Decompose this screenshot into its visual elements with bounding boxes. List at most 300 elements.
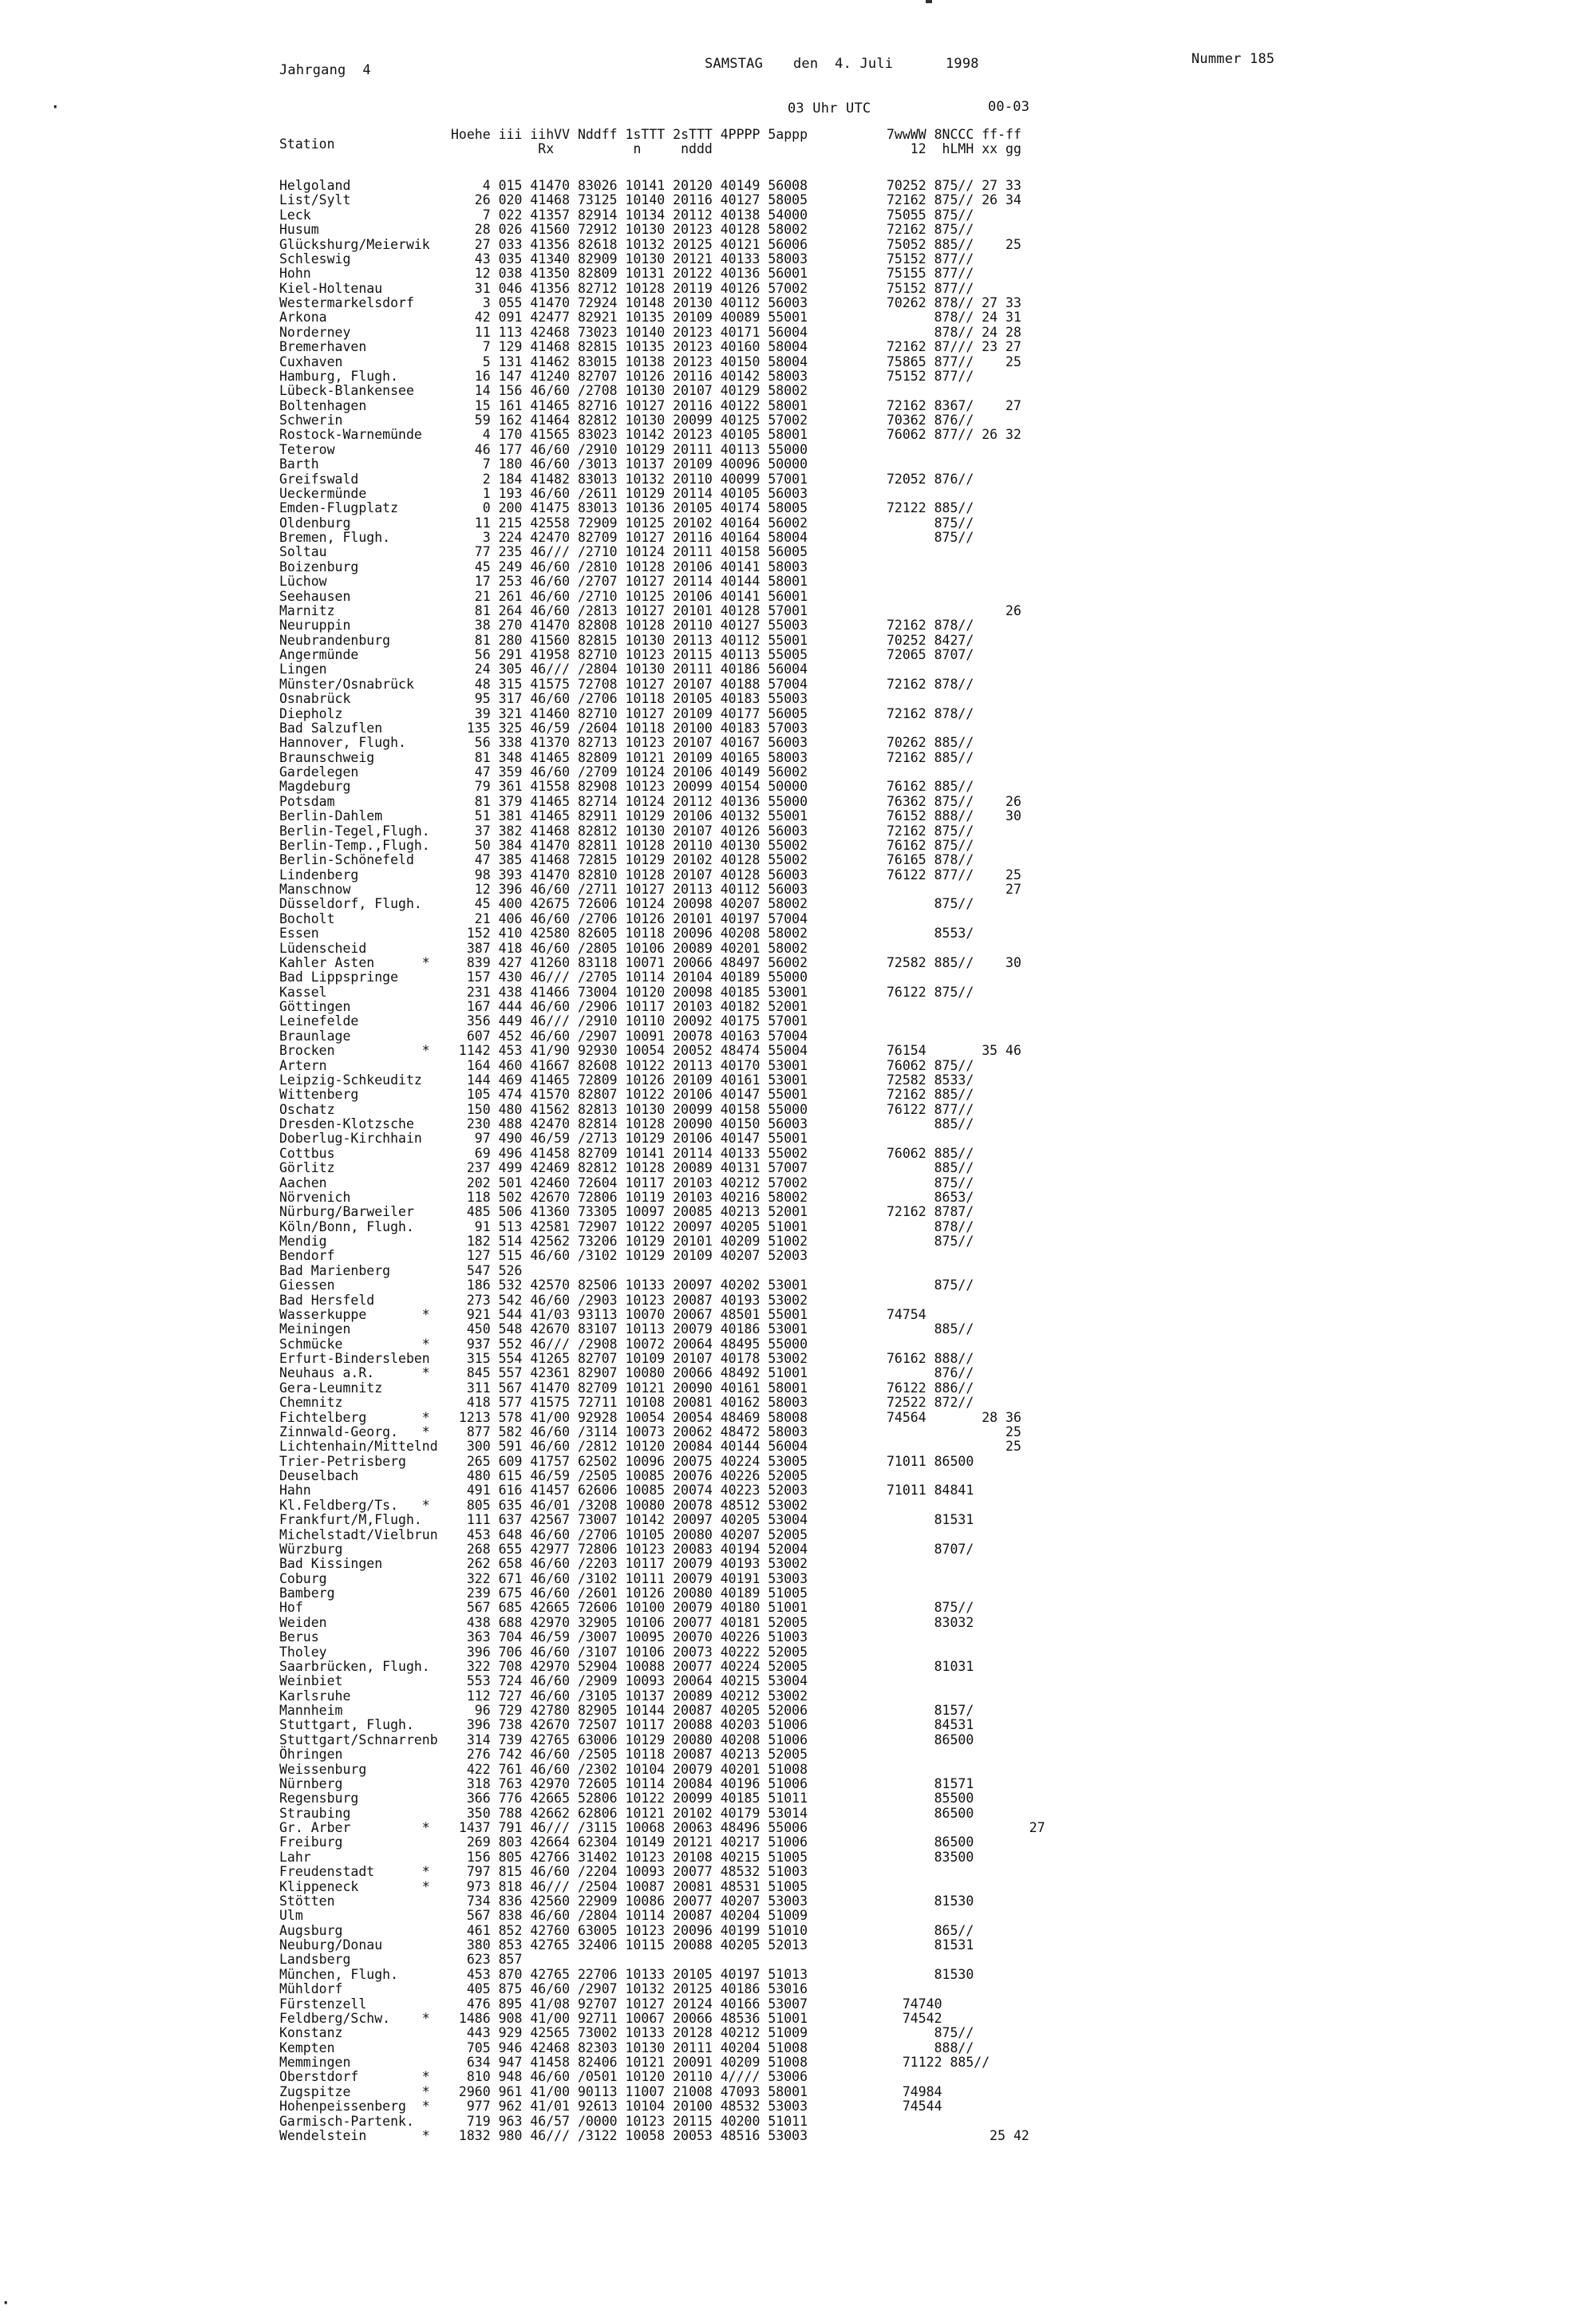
observation-groups: 315 554 41265 82707 10109 20107 40178 53002 bbox=[451, 1351, 808, 1366]
observation-groups: 322 671 46/60 /3102 10111 20079 40191 53003 bbox=[451, 1570, 808, 1586]
observation-groups: 3 055 41470 72924 10148 20130 40112 56003 bbox=[451, 295, 808, 310]
observation-groups: 0 200 41475 83013 10136 20105 40174 58005 bbox=[451, 500, 808, 516]
additional-groups: 84531 bbox=[887, 1717, 974, 1733]
observation-groups: 135 325 46/59 /2604 10118 20100 40183 57003 bbox=[451, 720, 808, 736]
table-row bbox=[279, 1000, 1077, 1014]
station-name: Bad Lippspringe bbox=[279, 969, 399, 985]
observation-groups: 47 359 46/60 /2709 10124 20106 40149 56002 bbox=[451, 764, 808, 780]
table-row bbox=[279, 912, 1077, 926]
station-name: Memmingen bbox=[279, 2055, 351, 2070]
additional-groups: 876// bbox=[887, 1365, 974, 1381]
station-name: Lichtenhain/Mittelnd bbox=[279, 1439, 438, 1455]
observation-groups: 2 184 41482 83013 10132 20110 40099 57001 bbox=[451, 471, 808, 487]
table-row bbox=[279, 2041, 1077, 2055]
additional-groups: 75155 877// bbox=[887, 266, 974, 282]
station-name: Augsburg bbox=[279, 1922, 343, 1938]
station-name: Göttingen bbox=[279, 999, 351, 1014]
table-row bbox=[279, 2115, 1077, 2129]
table-row bbox=[279, 326, 1077, 340]
additional-groups: 72582 885// 30 bbox=[887, 954, 1021, 970]
station-name: Cottbus bbox=[279, 1145, 335, 1161]
station-name: Cuxhaven bbox=[279, 353, 343, 369]
additional-groups: 72162 875// 26 34 bbox=[887, 192, 1021, 208]
station-name: Lindenberg bbox=[279, 867, 359, 883]
station-name: Görlitz bbox=[279, 1160, 335, 1176]
table-row bbox=[279, 1909, 1077, 1923]
station-name: Erfurt-Bindersleben bbox=[279, 1351, 430, 1366]
additional-groups: 81531 bbox=[887, 1512, 974, 1528]
additional-groups: 74754 bbox=[887, 1306, 926, 1322]
table-row bbox=[279, 1572, 1077, 1586]
station-name: Hannover, Flugh. bbox=[279, 735, 406, 751]
table-row bbox=[279, 1894, 1077, 1909]
station-name: Artern bbox=[279, 1057, 327, 1073]
station-name: Hamburg, Flugh. bbox=[279, 368, 399, 384]
additional-groups: 875// bbox=[887, 515, 974, 531]
observation-groups: 46 177 46/60 /2910 10129 20111 40113 55000 bbox=[451, 441, 808, 457]
table-row bbox=[279, 780, 1077, 794]
table-row bbox=[279, 1117, 1077, 1131]
station-name: Gardelegen bbox=[279, 764, 359, 780]
observation-groups: 231 438 41466 73004 10120 20098 40185 53001 bbox=[451, 984, 808, 1000]
additional-groups: 70262 885// bbox=[887, 735, 974, 751]
table-row bbox=[279, 2099, 1077, 2114]
observation-groups: 202 501 42460 72604 10117 20103 40212 57002 bbox=[451, 1175, 808, 1191]
additional-groups: 76162 885// bbox=[887, 779, 974, 795]
station-name: Lahr bbox=[279, 1849, 311, 1865]
station-name: Glückshurg/Meierwik bbox=[279, 236, 430, 252]
station-name: Konstanz bbox=[279, 2025, 343, 2041]
observation-groups: 262 658 46/60 /2203 10117 20079 40193 53002 bbox=[451, 1556, 808, 1572]
table-row bbox=[279, 1176, 1077, 1191]
station-name: Leinefelde bbox=[279, 1013, 359, 1029]
station-name: Boltenhagen bbox=[279, 397, 367, 413]
table-row bbox=[279, 1029, 1077, 1044]
station-name: Lüdenscheid bbox=[279, 940, 367, 956]
station-name: Münster/Osnabrück bbox=[279, 676, 414, 692]
table-row bbox=[279, 721, 1077, 736]
station-name: Hahn bbox=[279, 1483, 311, 1499]
additional-groups: 70252 875// 27 33 bbox=[887, 178, 1021, 193]
observation-groups: 461 852 42760 63005 10123 20096 40199 51010 bbox=[451, 1922, 808, 1938]
observation-groups: 43 035 41340 82909 10130 20121 40133 58003 bbox=[451, 251, 808, 267]
observation-groups: 269 803 42664 62304 10149 20121 40217 51006 bbox=[451, 1834, 808, 1850]
observation-groups: 567 685 42665 72606 10100 20079 40180 51001 bbox=[451, 1600, 808, 1616]
table-row bbox=[279, 472, 1077, 487]
observation-groups: 480 615 46/59 /2505 10085 20076 40226 52005 bbox=[451, 1468, 808, 1483]
station-name: Mannheim bbox=[279, 1703, 343, 1718]
observation-groups: 877 582 46/60 /3114 10073 20062 48472 58003 bbox=[451, 1424, 808, 1439]
station-name: Weissenburg bbox=[279, 1761, 367, 1777]
table-row bbox=[279, 487, 1077, 501]
observation-groups: 105 474 41570 82807 10122 20106 40147 55001 bbox=[451, 1087, 808, 1103]
table-row bbox=[279, 399, 1077, 413]
observation-groups: 127 515 46/60 /3102 10129 20109 40207 52003 bbox=[451, 1248, 808, 1264]
additional-groups: 75152 877// bbox=[887, 251, 974, 267]
table-row bbox=[279, 1630, 1077, 1645]
observation-groups: 91 513 42581 72907 10122 20097 40205 51001 bbox=[451, 1218, 808, 1234]
year-label: 1998 bbox=[946, 56, 979, 72]
additional-groups: 71122 885// bbox=[887, 2055, 990, 2070]
station-name: Westermarkelsdorf bbox=[279, 295, 414, 310]
observation-groups: 31 046 41356 82712 10128 20119 40126 57002 bbox=[451, 280, 808, 296]
station-name: Neuruppin bbox=[279, 618, 351, 634]
observation-groups: 422 761 46/60 /2302 10104 20079 40201 51008 bbox=[451, 1761, 808, 1777]
table-row bbox=[279, 1396, 1077, 1410]
observation-groups: 839 427 41260 83118 10071 20066 48497 56002 bbox=[451, 954, 808, 970]
table-row bbox=[279, 1455, 1077, 1469]
additional-groups: 76122 877// bbox=[887, 1101, 974, 1117]
station-name: Hohn bbox=[279, 266, 311, 282]
observation-groups: 51 381 41465 82911 10129 20106 40132 55001 bbox=[451, 808, 808, 824]
table-row bbox=[279, 2070, 1077, 2084]
station-name: List/Sylt bbox=[279, 192, 351, 208]
observation-groups: 81 379 41465 82714 10124 20112 40136 55000 bbox=[451, 793, 808, 809]
table-row bbox=[279, 1645, 1077, 1660]
additional-groups: 72162 8787/ bbox=[887, 1204, 974, 1220]
additional-groups: 83032 bbox=[887, 1614, 974, 1630]
table-row bbox=[279, 1601, 1077, 1615]
observation-groups: 239 675 46/60 /2601 10126 20080 40189 51005 bbox=[451, 1585, 808, 1601]
table-row bbox=[279, 413, 1077, 428]
table-row bbox=[279, 1337, 1077, 1352]
station-name: Ueckermünde bbox=[279, 485, 367, 501]
additional-groups: 75152 877// bbox=[887, 368, 974, 384]
day-label: SAMSTAG bbox=[705, 56, 764, 72]
additional-groups: 875// bbox=[887, 530, 974, 545]
station-name: Bremen, Flugh. bbox=[279, 530, 391, 545]
station-name: Greifswald bbox=[279, 471, 359, 487]
table-row bbox=[279, 1660, 1077, 1674]
table-row bbox=[279, 1528, 1077, 1542]
observation-groups: 7 129 41468 82815 10135 20123 40160 58004 bbox=[451, 339, 808, 355]
additional-groups: 72162 878// bbox=[887, 676, 974, 692]
observation-groups: 11 113 42468 73023 10140 20123 40171 56004 bbox=[451, 324, 808, 340]
additional-groups: 86500 bbox=[887, 1805, 974, 1821]
observation-groups: 265 609 41757 62502 10096 20075 40224 53005 bbox=[451, 1453, 808, 1469]
additional-groups: 75052 885// 25 bbox=[887, 236, 1021, 252]
observation-groups: 45 400 42675 72606 10124 20098 40207 58002 bbox=[451, 896, 808, 912]
observation-groups: 491 616 41457 62606 10085 20074 40223 52003 bbox=[451, 1483, 808, 1499]
station-name: Gera-Leumnitz bbox=[279, 1380, 383, 1396]
table-row bbox=[279, 1220, 1077, 1234]
table-row bbox=[279, 193, 1077, 207]
station-name: Zugspitze * bbox=[279, 2083, 430, 2099]
station-name: Giessen bbox=[279, 1277, 335, 1293]
table-row bbox=[279, 1747, 1077, 1762]
observation-groups: 182 514 42562 73206 10129 20101 40209 51002 bbox=[451, 1234, 808, 1249]
additional-groups: 76062 877// 26 32 bbox=[887, 427, 1021, 443]
observation-groups: 24 305 46/// /2804 10130 20111 40186 56004 bbox=[451, 661, 808, 677]
additional-groups: 70362 876// bbox=[887, 413, 974, 428]
observation-groups: 12 038 41350 82809 10131 20122 40136 56001 bbox=[451, 266, 808, 282]
table-row bbox=[279, 282, 1077, 296]
additional-groups: 76122 875// bbox=[887, 984, 974, 1000]
table-row bbox=[279, 457, 1077, 472]
table-row bbox=[279, 531, 1077, 545]
observation-groups: 77 235 46/// /2710 10124 20111 40158 56005 bbox=[451, 544, 808, 560]
additional-groups: 72052 876// bbox=[887, 471, 974, 487]
table-row bbox=[279, 384, 1077, 398]
observation-groups: 81 264 46/60 /2813 10127 20101 40128 57001 bbox=[451, 602, 808, 618]
table-row bbox=[279, 1073, 1077, 1088]
additional-groups: 74544 bbox=[887, 2099, 942, 2115]
observation-groups: 186 532 42570 82506 10133 20097 40202 53001 bbox=[451, 1277, 808, 1293]
table-row bbox=[279, 648, 1077, 662]
station-name: Michelstadt/Vielbrun bbox=[279, 1526, 438, 1542]
table-row bbox=[279, 765, 1077, 780]
station-name: Mühldorf bbox=[279, 1981, 343, 1997]
table-row bbox=[279, 1674, 1077, 1688]
station-name: Zinnwald-Georg. * bbox=[279, 1424, 430, 1439]
table-row bbox=[279, 369, 1077, 384]
station-name: Bad Kissingen bbox=[279, 1556, 383, 1572]
observation-groups: 48 315 41575 72708 10127 20107 40188 57004 bbox=[451, 676, 808, 692]
column-additional-header-1: 7wwWW 8NCCC ff-ff bbox=[887, 127, 1021, 142]
station-name: Manschnow bbox=[279, 882, 351, 897]
observation-groups: 2960 961 41/00 90113 11007 21008 47093 58001 bbox=[451, 2083, 808, 2099]
table-row bbox=[279, 956, 1077, 970]
table-row bbox=[279, 618, 1077, 633]
table-row bbox=[279, 340, 1077, 354]
station-name: Nürnberg bbox=[279, 1775, 343, 1791]
additional-time: 00-03 bbox=[988, 99, 1030, 115]
page-edge-mark bbox=[926, 0, 932, 3]
station-name: Bad Hersfeld bbox=[279, 1292, 375, 1308]
additional-groups: 888// bbox=[887, 2040, 974, 2055]
observation-groups: 705 946 42468 82303 10130 20111 40204 51008 bbox=[451, 2040, 808, 2055]
observation-groups: 156 805 42766 31402 10123 20108 40215 51005 bbox=[451, 1849, 808, 1865]
table-row bbox=[279, 970, 1077, 985]
observation-groups: 387 418 46/60 /2805 10106 20089 40201 58002 bbox=[451, 940, 808, 956]
table-row bbox=[279, 1264, 1077, 1278]
station-name: Dresden-Klotzsche bbox=[279, 1116, 414, 1131]
observation-groups: 95 317 46/60 /2706 10118 20105 40183 55003 bbox=[451, 691, 808, 707]
table-row bbox=[279, 1763, 1077, 1777]
observation-groups: 42 091 42477 82921 10135 20109 40089 55001 bbox=[451, 310, 808, 326]
observation-groups: 97 490 46/59 /2713 10129 20106 40147 55001 bbox=[451, 1131, 808, 1147]
station-name: Oschatz bbox=[279, 1101, 335, 1117]
observation-groups: 485 506 41360 73305 10097 20085 40213 52001 bbox=[451, 1204, 808, 1220]
observation-groups: 81 280 41560 82815 10130 20113 40112 55001 bbox=[451, 632, 808, 648]
table-row bbox=[279, 1483, 1077, 1498]
table-row bbox=[279, 2129, 1077, 2143]
additional-groups: 76362 875// 26 bbox=[887, 793, 1021, 809]
observation-groups: 15 161 41465 82716 10127 20116 40122 58001 bbox=[451, 397, 808, 413]
station-name: Chemnitz bbox=[279, 1395, 343, 1411]
station-name: Braunschweig bbox=[279, 749, 375, 765]
additional-groups: 81031 bbox=[887, 1658, 974, 1674]
station-name: Klippeneck * bbox=[279, 1878, 430, 1894]
table-row bbox=[279, 1953, 1077, 1967]
observation-groups: 11 215 42558 72909 10125 20102 40164 56002 bbox=[451, 515, 808, 531]
observation-groups: 450 548 42670 83107 10113 20079 40186 53001 bbox=[451, 1321, 808, 1337]
table-row bbox=[279, 824, 1077, 839]
station-name: Essen bbox=[279, 926, 319, 942]
table-row bbox=[279, 516, 1077, 531]
table-row bbox=[279, 1352, 1077, 1366]
additional-groups: 75055 875// bbox=[887, 207, 974, 223]
additional-groups: 76152 888// 30 bbox=[887, 808, 1021, 824]
table-row bbox=[279, 1161, 1077, 1175]
additional-groups: 72162 8367/ 27 bbox=[887, 397, 1021, 413]
station-name: Berus bbox=[279, 1629, 319, 1645]
table-row bbox=[279, 1586, 1077, 1601]
additional-groups: 86500 bbox=[887, 1834, 974, 1850]
observation-groups: 921 544 41/03 93113 10070 20067 48501 55001 bbox=[451, 1306, 808, 1322]
table-row bbox=[279, 267, 1077, 281]
observation-groups: 567 838 46/60 /2804 10114 20087 40204 51009 bbox=[451, 1908, 808, 1924]
station-name: Husum bbox=[279, 222, 319, 238]
station-name: Bad Salzuflen bbox=[279, 720, 383, 736]
additional-groups: 72162 875// bbox=[887, 823, 974, 839]
additional-groups: 86500 bbox=[887, 1732, 974, 1747]
additional-groups: 72162 885// bbox=[887, 1087, 974, 1103]
station-name: Bendorf bbox=[279, 1248, 335, 1264]
additional-groups: 70252 8427/ bbox=[887, 632, 974, 648]
observation-groups: 396 738 42670 72507 10117 20088 40203 51006 bbox=[451, 1717, 808, 1733]
additional-groups: 875// bbox=[887, 1175, 974, 1191]
table-row bbox=[279, 1938, 1077, 1953]
observation-groups: 1486 908 41/00 92711 10067 20066 48536 51001 bbox=[451, 2010, 808, 2026]
additional-groups: 72522 872// bbox=[887, 1395, 974, 1411]
table-row bbox=[279, 310, 1077, 325]
table-row bbox=[279, 560, 1077, 575]
station-name: Köln/Bonn, Flugh. bbox=[279, 1218, 414, 1234]
station-name: Wendelstein * bbox=[279, 2127, 430, 2143]
additional-groups: 25 bbox=[887, 1424, 1021, 1439]
station-name: Angermünde bbox=[279, 647, 359, 662]
table-row bbox=[279, 1103, 1077, 1117]
observation-groups: 21 261 46/60 /2710 10125 20106 40141 56001 bbox=[451, 588, 808, 604]
observation-groups: 7 022 41357 82914 10134 20112 40138 54000 bbox=[451, 207, 808, 223]
observation-groups: 50 384 41470 82811 10128 20110 40130 55002 bbox=[451, 837, 808, 853]
observation-groups: 28 026 41560 72912 10130 20123 40128 58002 bbox=[451, 222, 808, 238]
table-row bbox=[279, 1850, 1077, 1865]
additional-groups: 76062 875// bbox=[887, 1057, 974, 1073]
station-name: Wasserkuppe * bbox=[279, 1306, 430, 1322]
table-row bbox=[279, 1014, 1077, 1029]
table-row bbox=[279, 1425, 1077, 1439]
observation-groups: 476 895 41/08 92707 10127 20124 40166 53007 bbox=[451, 1996, 808, 2012]
station-name: Öhringen bbox=[279, 1747, 343, 1763]
observation-groups: 26 020 41468 73125 10140 20116 40127 58005 bbox=[451, 192, 808, 208]
station-name: Diepholz bbox=[279, 705, 343, 721]
observation-groups: 59 162 41464 82812 10130 20099 40125 57002 bbox=[451, 413, 808, 428]
observation-groups: 268 655 42977 72806 10123 20083 40194 52004 bbox=[451, 1541, 808, 1557]
issue-number: Nummer 185 bbox=[1191, 51, 1275, 67]
station-name: Teterow bbox=[279, 441, 335, 457]
station-name: Bad Marienberg bbox=[279, 1262, 391, 1278]
additional-groups: 74984 bbox=[887, 2083, 942, 2099]
observation-groups: 322 708 42970 52904 10088 20077 40224 52005 bbox=[451, 1658, 808, 1674]
additional-groups: 71011 86500 bbox=[887, 1453, 974, 1469]
additional-groups: 74740 bbox=[887, 1996, 942, 2012]
table-row bbox=[279, 1733, 1077, 1747]
observation-groups: 56 291 41958 82710 10123 20115 40113 55005 bbox=[451, 647, 808, 662]
station-name: Coburg bbox=[279, 1570, 327, 1586]
observation-groups: 805 635 46/01 /3208 10080 20078 48512 53002 bbox=[451, 1497, 808, 1513]
table-row bbox=[279, 355, 1077, 369]
observation-groups: 453 648 46/60 /2706 10105 20080 40207 52005 bbox=[451, 1526, 808, 1542]
station-name: Fichtelberg * bbox=[279, 1409, 430, 1425]
station-table bbox=[279, 179, 1077, 2143]
table-row bbox=[279, 443, 1077, 457]
table-row bbox=[279, 1439, 1077, 1454]
table-row bbox=[279, 1366, 1077, 1380]
table-row bbox=[279, 1308, 1077, 1322]
observation-groups: 797 815 46/60 /2204 10093 20077 48532 51003 bbox=[451, 1864, 808, 1880]
station-name: Trier-Petrisberg bbox=[279, 1453, 406, 1469]
station-name: Stötten bbox=[279, 1893, 335, 1909]
additional-groups: 76062 885// bbox=[887, 1145, 974, 1161]
observation-groups: 237 499 42469 82812 10128 20089 40131 57007 bbox=[451, 1160, 808, 1176]
additional-groups: 26 bbox=[887, 602, 1021, 618]
observation-groups: 167 444 46/60 /2906 10117 20103 40182 52001 bbox=[451, 999, 808, 1014]
station-name: Stuttgart, Flugh. bbox=[279, 1717, 414, 1733]
table-row bbox=[279, 1821, 1077, 1835]
table-row bbox=[279, 1411, 1077, 1425]
table-row bbox=[279, 1278, 1077, 1293]
additional-groups: 76122 886// bbox=[887, 1380, 974, 1396]
observation-groups: 164 460 41667 82608 10122 20113 40170 53001 bbox=[451, 1057, 808, 1073]
additional-groups: 72162 885// bbox=[887, 749, 974, 765]
station-name: Soltau bbox=[279, 544, 327, 560]
station-name: Meiningen bbox=[279, 1321, 351, 1337]
additional-groups: 8553/ bbox=[887, 926, 974, 942]
station-name: Regensburg bbox=[279, 1791, 359, 1807]
observation-groups: 27 033 41356 82618 10132 20125 40121 56006 bbox=[451, 236, 808, 252]
table-row bbox=[279, 1191, 1077, 1205]
table-row bbox=[279, 883, 1077, 897]
observation-groups: 937 552 46/// /2908 10072 20064 48495 55000 bbox=[451, 1336, 808, 1352]
table-row bbox=[279, 1513, 1077, 1527]
observation-groups: 273 542 46/60 /2903 10123 20087 40193 53002 bbox=[451, 1292, 808, 1308]
station-name: Nörvenich bbox=[279, 1189, 351, 1205]
additional-groups: 878// 24 31 bbox=[887, 310, 1021, 326]
station-name: Fürstenzell bbox=[279, 1996, 367, 2012]
additional-groups: 72582 8533/ bbox=[887, 1072, 974, 1088]
station-name: Deuselbach bbox=[279, 1468, 359, 1483]
observation-groups: 845 557 42361 82907 10080 20066 48492 51001 bbox=[451, 1365, 808, 1381]
observation-groups: 634 947 41458 82406 10121 20091 40209 51008 bbox=[451, 2055, 808, 2070]
additional-groups: 25 42 bbox=[887, 2127, 1029, 2143]
station-name: Magdeburg bbox=[279, 779, 351, 795]
table-row bbox=[279, 1234, 1077, 1249]
station-name: Marnitz bbox=[279, 602, 335, 618]
additional-groups: 74542 bbox=[887, 2010, 942, 2026]
observation-groups: 810 948 46/60 /0501 10120 20110 4//// 53006 bbox=[451, 2069, 808, 2085]
observation-groups: 5 131 41462 83015 10138 20123 40150 58004 bbox=[451, 353, 808, 369]
station-name: Kassel bbox=[279, 984, 327, 1000]
table-row bbox=[279, 634, 1077, 648]
station-name: Weinbiet bbox=[279, 1673, 343, 1689]
table-row bbox=[279, 604, 1077, 618]
table-row bbox=[279, 692, 1077, 706]
additional-groups: 81530 bbox=[887, 1966, 974, 1982]
table-row bbox=[279, 1807, 1077, 1821]
station-name: Neubrandenburg bbox=[279, 632, 391, 648]
station-name: Mendig bbox=[279, 1234, 327, 1249]
station-name: Freiburg bbox=[279, 1834, 343, 1850]
station-name: Doberlug-Kirchhain bbox=[279, 1131, 422, 1147]
table-row bbox=[279, 575, 1077, 589]
additional-groups: 885// bbox=[887, 1160, 974, 1176]
table-row bbox=[279, 545, 1077, 559]
table-row bbox=[279, 2026, 1077, 2040]
observation-groups: 366 776 42665 52806 10122 20099 40185 51011 bbox=[451, 1791, 808, 1807]
station-name: Lüchow bbox=[279, 574, 327, 590]
